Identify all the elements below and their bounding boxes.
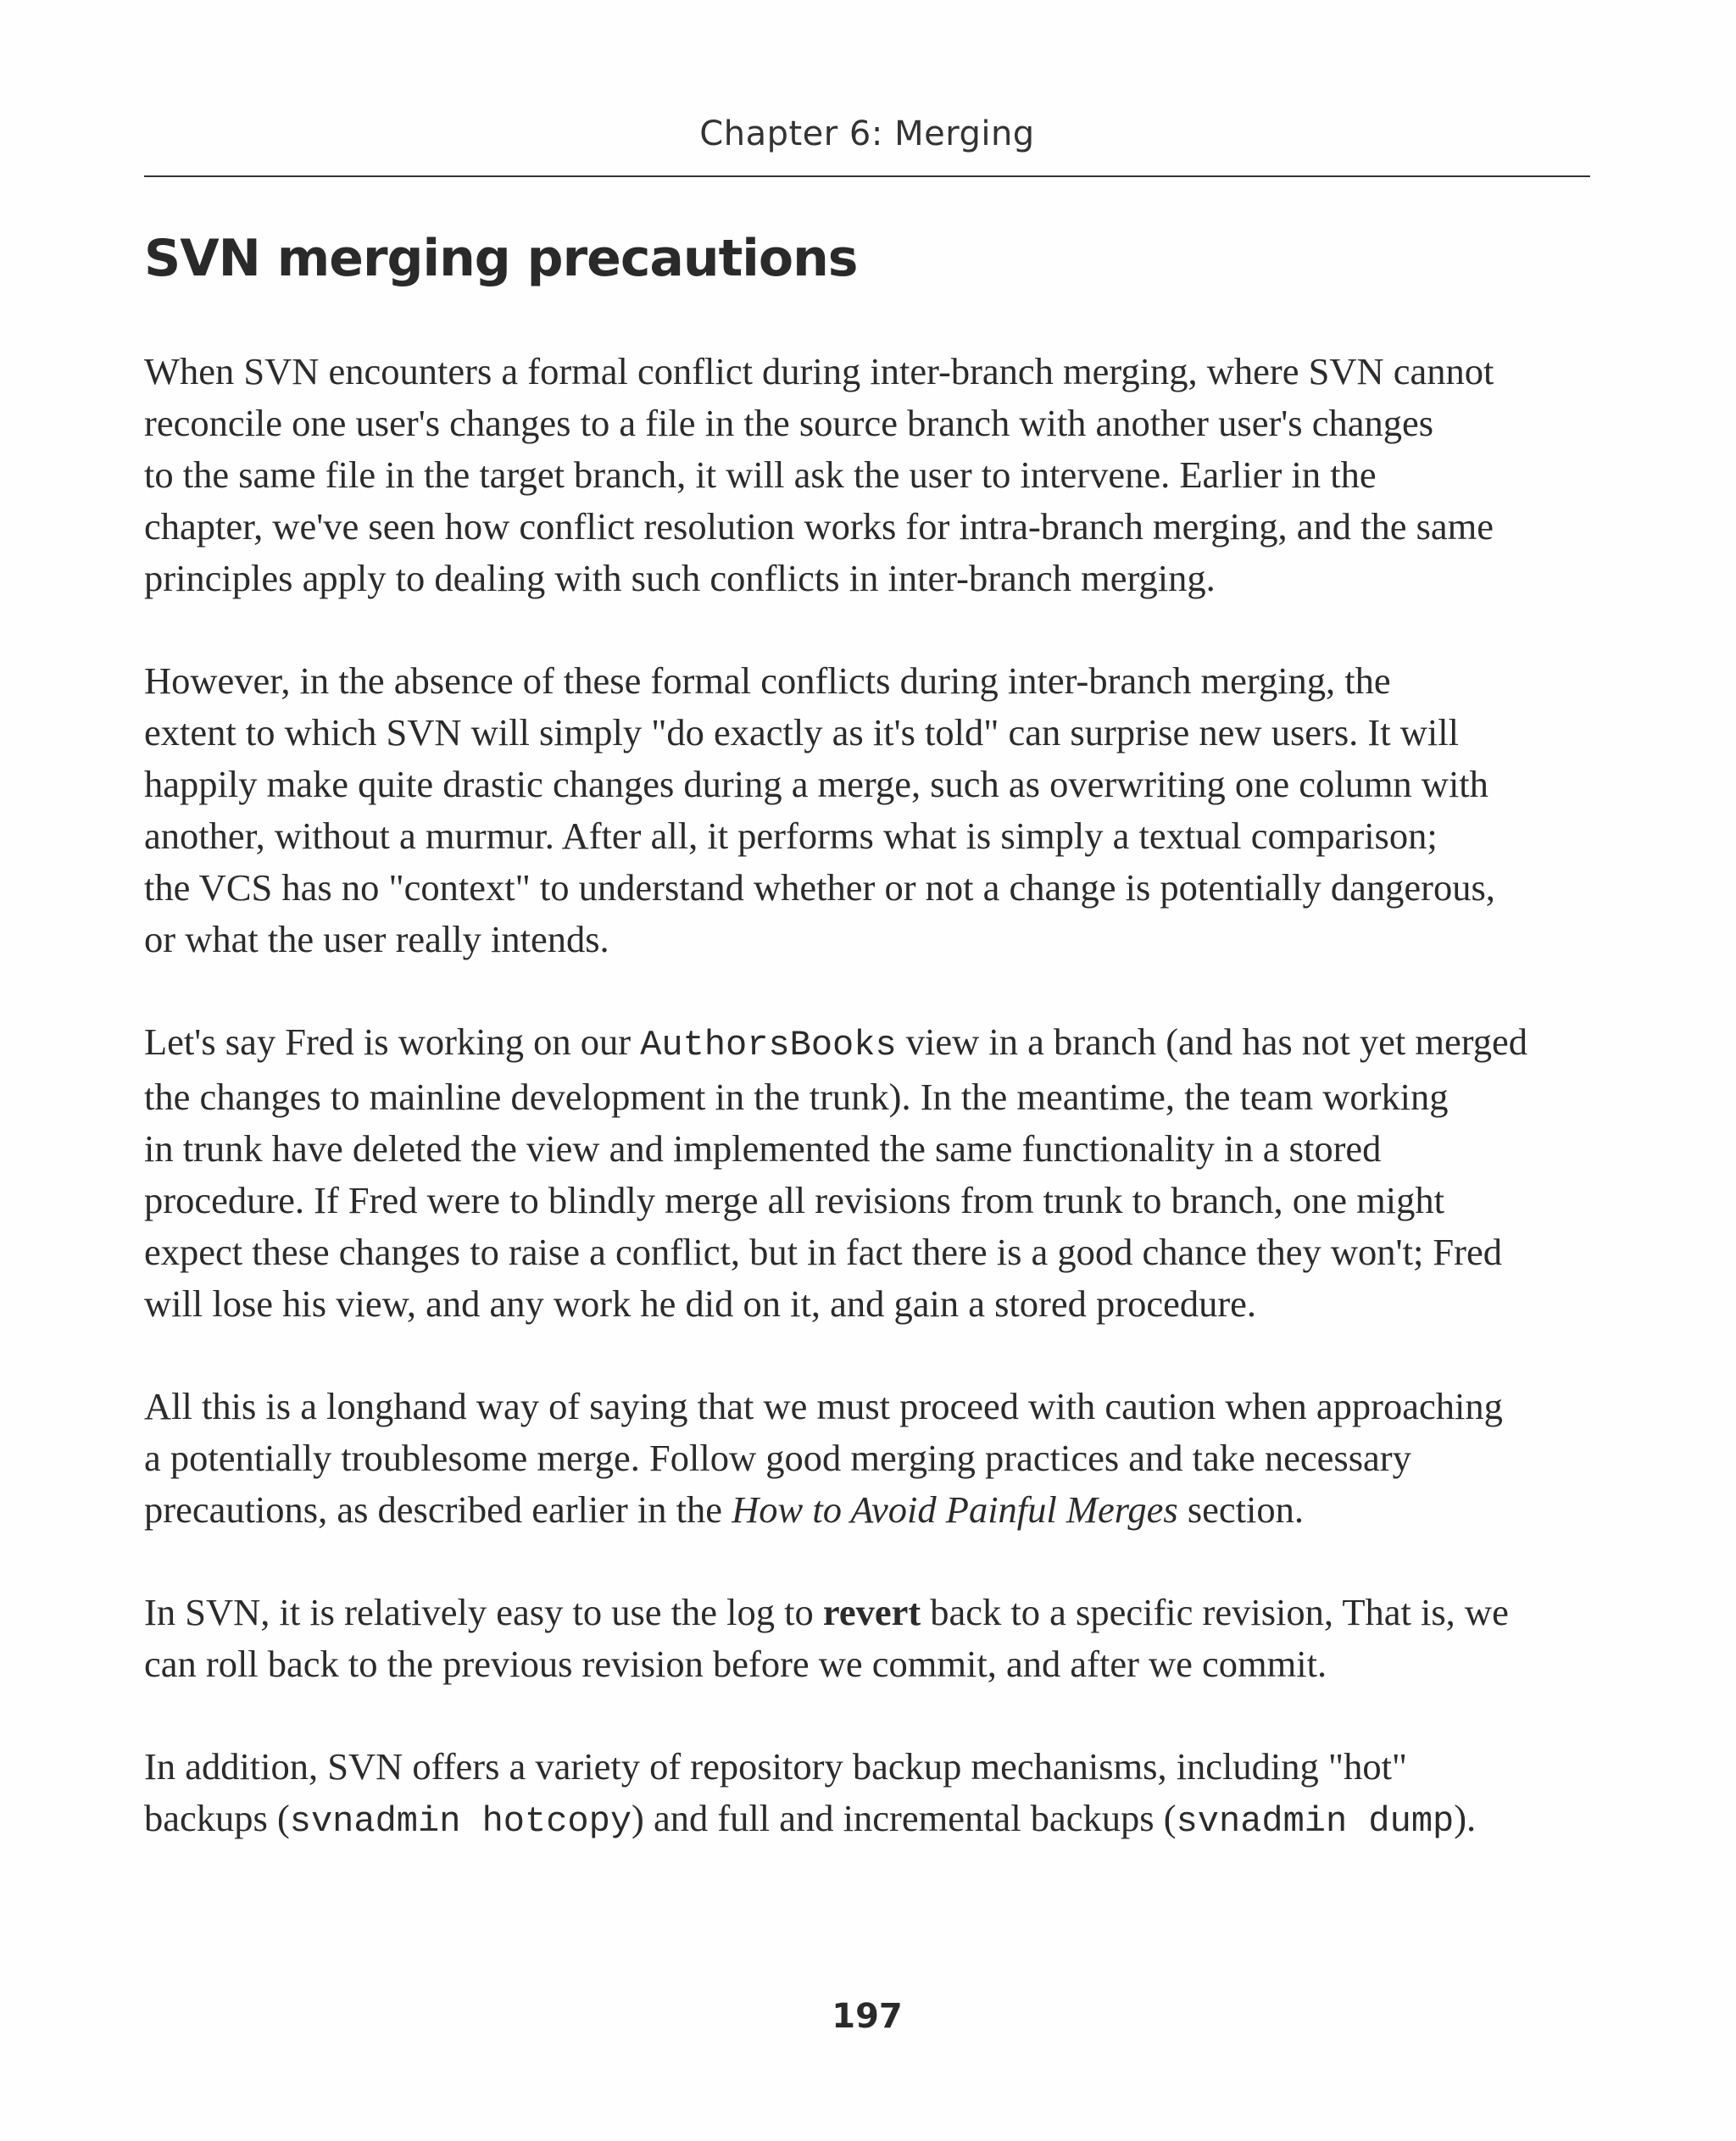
text-line [144,1587,1590,1638]
body-text [144,346,1590,1899]
text-line: extent to which SVN will simply "do exactly as it's told" can surprise new users. It will [144,711,1459,754]
text-run: precautions, as described earlier in the [144,1488,732,1531]
text-line [144,1484,1590,1536]
code-svnadmin-hotcopy: svnadmin hotcopy [289,1801,632,1842]
text-line: the changes to mainline development in the trunk). In the meantime, the team working [144,1076,1449,1118]
text-line: to the same file in the target branch, it will ask the user to intervene. Earlier in the [144,453,1377,496]
text-line: the VCS has no "context" to understand whether or not a change is potentially dangerous, [144,866,1495,909]
text-line: expect these changes to raise a conflict, but in fact there is a good chance they won't; Fred [144,1231,1502,1273]
running-header: Chapter 6: Merging [699,114,1035,153]
text-line: When SVN encounters a formal conflict during inter-branch merging, where SVN cannot [144,350,1494,392]
text-line: reconcile one user's changes to a file in the source branch with another user's changes [144,402,1434,444]
text-line: in trunk have deleted the view and implemented the same functionality in a stored [144,1127,1382,1170]
bold-term-revert: revert [822,1591,921,1633]
text-line: will lose his view, and any work he did on it, and gain a stored procedure. [144,1282,1257,1325]
text-run: view in a branch (and has not yet merged [896,1020,1527,1063]
text-line [144,1016,1590,1071]
paragraph-1 [144,346,1590,604]
text-run: ) and full and incremental backups ( [632,1797,1177,1839]
page-number: 197 [832,1997,903,2036]
text-line: chapter, we've seen how conflict resolution works for intra-branch merging, and the same [144,505,1494,548]
header-rule [144,175,1590,177]
section-reference: How to Avoid Painful Merges [732,1488,1178,1531]
text-run: ). [1454,1797,1477,1839]
code-authorsbooks: AuthorsBooks [640,1025,897,1065]
text-run: backups ( [144,1797,290,1839]
paragraph-5 [144,1587,1590,1690]
text-run: section. [1177,1488,1305,1531]
text-line: can roll back to the previous revision before we commit, and after we commit. [144,1643,1327,1685]
text-run: In SVN, it is relatively easy to use the log to [144,1591,823,1633]
text-run: Let's say Fred is working on our [144,1020,641,1063]
text-line: happily make quite drastic changes during a merge, such as overwriting one column with [144,763,1488,805]
text-line: another, without a murmur. After all, it performs what is simply a textual comparison; [144,815,1438,857]
text-line [144,1793,1590,1848]
text-line: principles apply to dealing with such conflicts in inter-branch merging. [144,557,1216,599]
text-line: a potentially troublesome merge. Follow good merging practices and take necessary [144,1437,1411,1479]
paragraph-3 [144,1016,1590,1330]
text-line: All this is a longhand way of saying that we must proceed with caution when approaching [144,1385,1503,1427]
text-run: back to a specific revision, That is, we [921,1591,1509,1633]
code-svnadmin-dump: svnadmin dump [1176,1801,1455,1842]
paragraph-4 [144,1381,1590,1536]
section-title: SVN merging precautions [144,229,858,288]
text-line: procedure. If Fred were to blindly merge all revisions from trunk to branch, one might [144,1179,1445,1221]
text-line: However, in the absence of these formal conflicts during inter-branch merging, the [144,659,1391,702]
text-line: or what the user really intends. [144,918,609,960]
paragraph-6 [144,1741,1590,1848]
paragraph-2 [144,655,1590,965]
text-line: In addition, SVN offers a variety of repository backup mechanisms, including "hot" [144,1745,1408,1788]
